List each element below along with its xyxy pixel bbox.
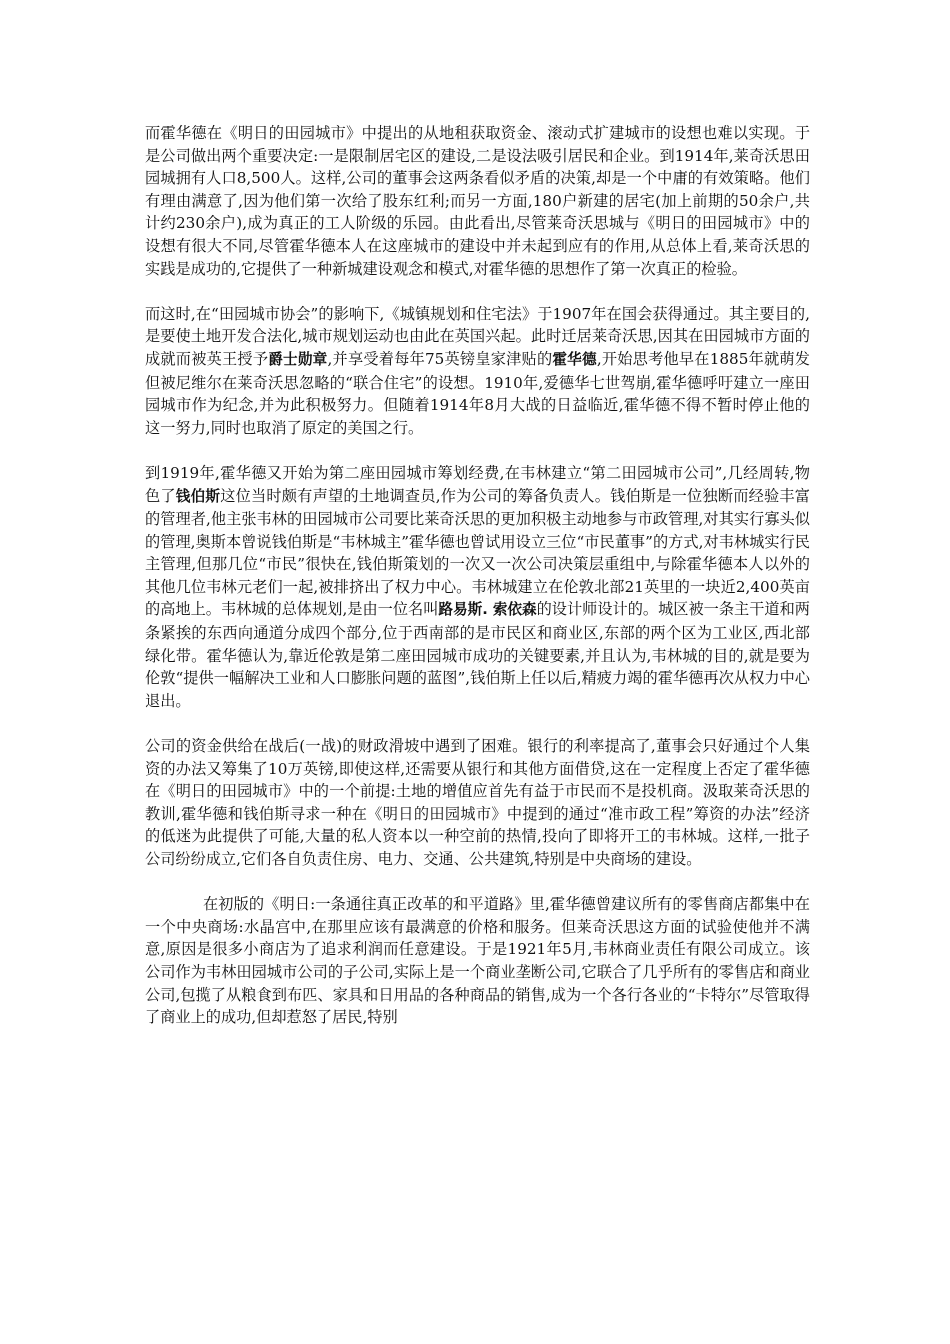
- paragraph-4: 公司的资金供给在战后(一战)的财政滑坡中遇到了困难。银行的利率提高了,董事会只好通过个人集资的办法又筹集了10万英镑,即使这样,还需要从银行和其他方面借贷,这在一定程度上否定了霍华德在《明日的田园城市》中的一个前提:土地的增值应首先有益于市民而不是投机商。汲取莱奇沃思的教训,霍华德和钱伯斯寻求一种在《明日的田园城市》中提到的通过“准市政工程”筹资的办法”经济的低迷为此提供了可能,大量的私人资本以一种空前的热情,投向了即将开工的韦林城。这样,一批子公司纷纷成立,它们各自负责住房、电力、交通、公共建筑,特别是中央商场的建设。: [145, 737, 810, 868]
- paragraph-2-text-1: 而这时,在“田园城市协会”的影响下,《城镇规划和住宅法》于1907年在国会获得通过。其主要目的,是要使土地开发合法化,城市规划运动也由此在英国兴起。此时迁居莱奇沃思,因其在田园城市方面的成就而被英王授予: [145, 304, 810, 368]
- paragraph-3-text-2: 这位当时颇有声望的土地调查员,作为公司的筹备负责人。钱伯斯是一位独断而经验丰富的管理者,他主张韦林的田园城市公司要比莱奇沃思的更加积极主动地参与市政管理,对其实行寡头似的管理,奥斯本曾说钱伯斯是“韦林城主”霍华德也曾试用设立三位“市民董事”的方式,对韦林城实行民主管理,但那几位“市民”很快在,钱伯斯策划的一次又一次公司决策层重组中,与除霍华德本人以外的其他几位韦林元老们一起,被排挤出了权力中心。韦林城建立在伦敦北部21英里的一块近2,400英亩的高地上。韦林城的总体规划,是由一位名叫: [145, 486, 810, 619]
- bold-term-chambers: 钱伯斯: [175, 487, 221, 505]
- paragraph-3: [145, 462, 810, 713]
- paragraph-2-text-3: ,开始思考他早在1885年就萌发但被尼维尔在莱奇沃思忽略的“联合住宅”的设想。1910年,爱德华七世驾崩,霍华德呼吁建立一座田园城市作为纪念,并为此积极努力。但随着1914年8月大战的日益临近,霍华德不得不暂时停止他的这一努力,同时也取消了原定的美国之行。: [145, 349, 810, 437]
- paragraph-5: 在初版的《明日:一条通往真正改革的和平道路》里,霍华德曾建议所有的零售商店都集中在一个中央商场:水晶宫中,在那里应该有最满意的价格和服务。但莱奇沃思这方面的试验使他并不满意,原因是很多小商店为了追求利润而任意建设。于是1921年5月,韦林商业责任有限公司成立。该公司作为韦林田园城市公司的子公司,实际上是一个商业垄断公司,它联合了几乎所有的零售店和商业公司,包揽了从粮食到布匹、家具和日用品的各种商品的销售,成为一个各行各业的“卡特尔”尽管取得了商业上的成功,但却惹怒了居民,特别: [145, 895, 810, 1027]
- paragraph-2-text-2: ,并享受着每年75英镑皇家津贴的: [327, 349, 553, 368]
- paragraph-2: [145, 303, 810, 440]
- document-page: [145, 122, 810, 1029]
- bold-term-knighthood: 爵士勋章: [268, 350, 328, 368]
- paragraph-3-text-3: 的设计师设计的。城区被一条主干道和两条紧挨的东西向通道分成四个部分,位于西南部的是市民区和商业区,东部的两个区为工业区,西北部绿化带。霍华德认为,靠近伦敦是第二座田园城市成功的关键要素,并且认为,韦林城的目的,就是要为伦敦“提供一幅解决工业和人口膨胀问题的蓝图”,钱伯斯上任以后,精疲力竭的霍华德再次从权力中心退出。: [145, 600, 810, 710]
- paragraph-3-text-1: 到1919年,霍华德又开始为第二座田园城市筹划经费,在韦林建立“第二田园城市公司”,几经周转,物色了: [145, 463, 810, 505]
- bold-term-soissons: 路易斯. 索依森: [438, 601, 537, 619]
- paragraph-1: 而霍华德在《明日的田园城市》中提出的从地租获取资金、滚动式扩建城市的设想也难以实现。于是公司做出两个重要决定:一是限制居宅区的建设,二是设法吸引居民和企业。到1914年,莱奇沃思田园城拥有人口8,500人。这样,公司的董事会这两条看似矛盾的决策,却是一个中庸的有效策略。他们有理由满意了,因为他们第一次给了股东红利;而另一方面,180户新建的居宅(加上前期的50余户,共计约230余户),成为真正的工人阶级的乐园。由此看出,尽管莱奇沃思城与《明日的田园城市》中的设想有很大不同,尽管霍华德本人在这座城市的建设中并未起到应有的作用,从总体上看,莱奇沃思的实践是成功的,它提供了一种新城建设观念和模式,对霍华德的思想作了第一次真正的检验。: [145, 124, 810, 278]
- bold-term-howard: 霍华德: [552, 350, 597, 368]
